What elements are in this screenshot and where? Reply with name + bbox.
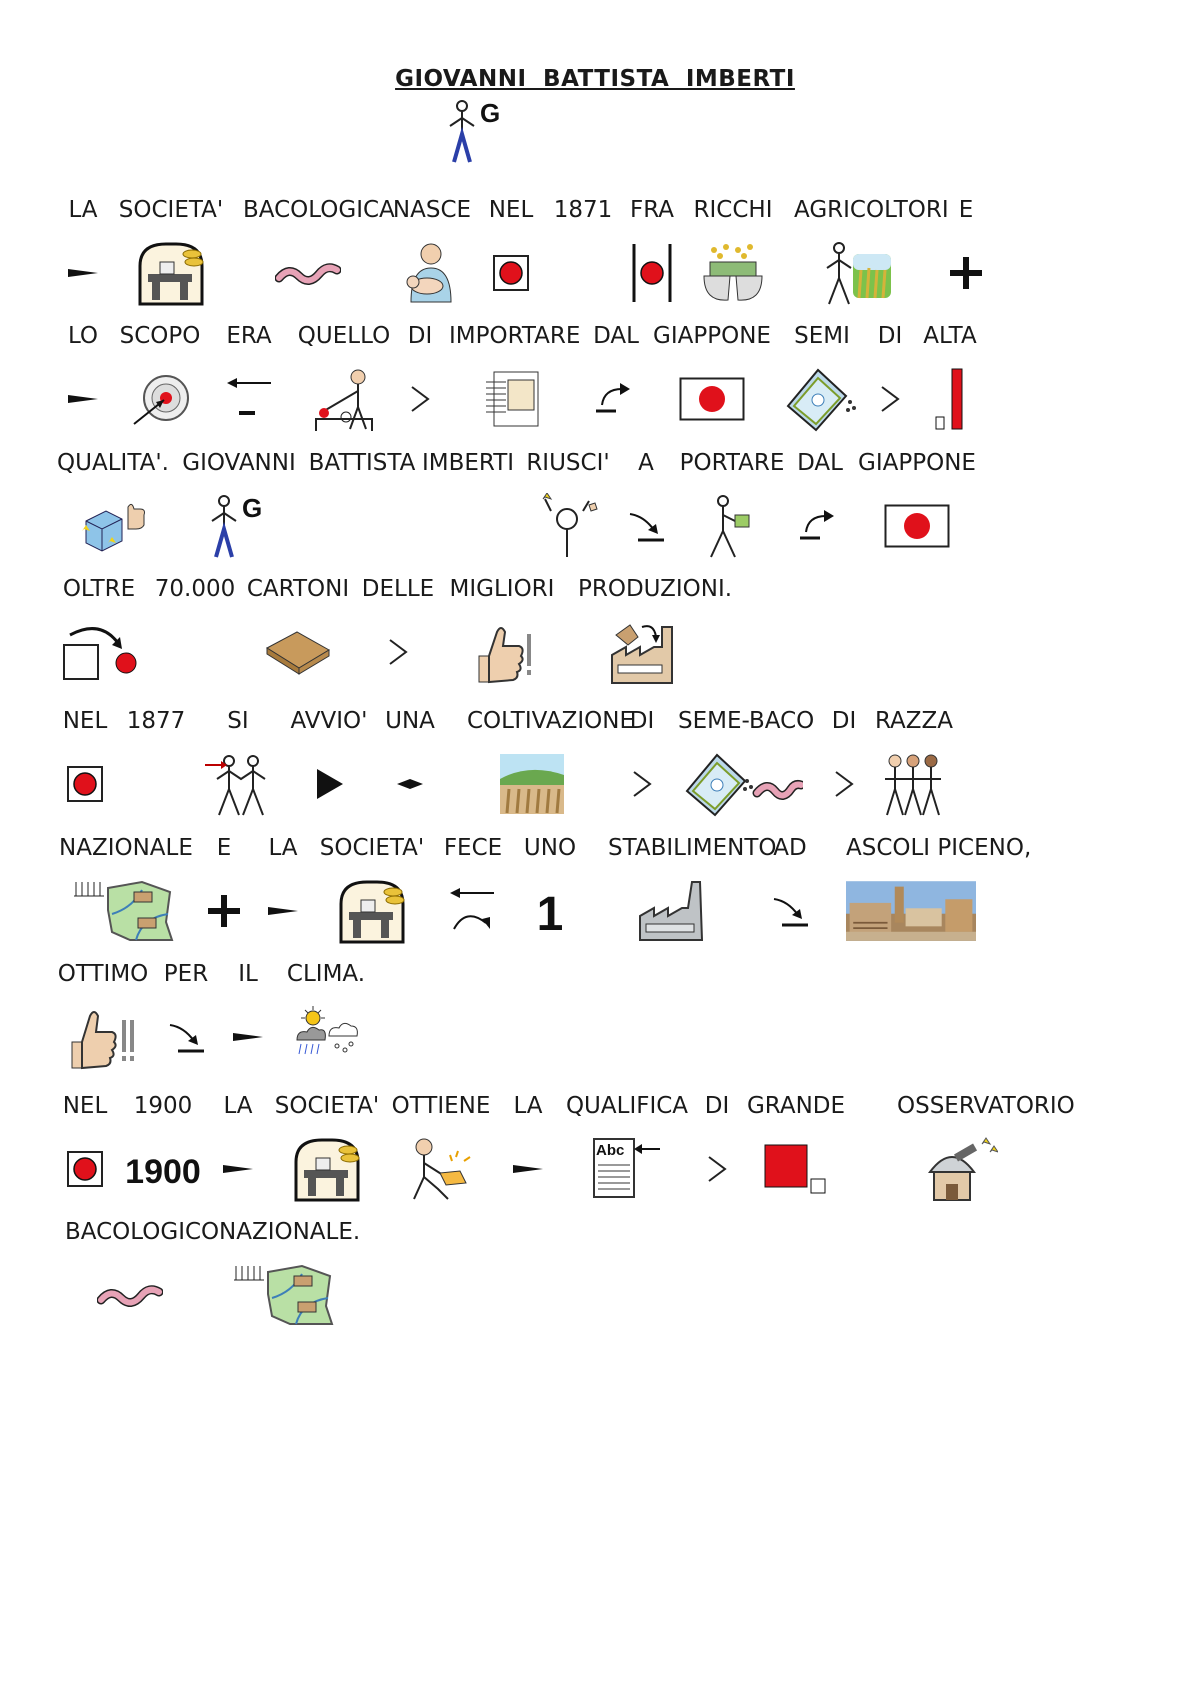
- word-label: LA: [513, 1093, 543, 1119]
- plus-icon: [901, 232, 1031, 314]
- symbol-word: [849, 707, 979, 825]
- word-label: NAZIONALE: [59, 835, 193, 861]
- word-label: 1900: [133, 1093, 193, 1119]
- symbol-word: [725, 834, 855, 952]
- people-group-icon: [849, 743, 979, 825]
- symbol-word: [897, 1092, 1075, 1210]
- word-label: QUALITA'.: [57, 450, 169, 476]
- symbol-word: [608, 834, 777, 952]
- word-label: LO: [67, 323, 99, 349]
- japan-flag-icon: [852, 485, 982, 567]
- word-label: DAL: [797, 450, 843, 476]
- word-label: SCOPO: [119, 323, 201, 349]
- word-label: IMPORTARE: [449, 323, 581, 349]
- word-label: RAZZA: [874, 708, 954, 734]
- word-label: GIAPPONE: [858, 450, 976, 476]
- word-label: NASCE: [392, 197, 472, 223]
- word-label: OLTRE: [62, 576, 136, 602]
- word-label: PRODUZIONI.: [578, 576, 733, 602]
- observatory-icon: [897, 1128, 1027, 1210]
- svg-text:1: 1: [536, 888, 564, 936]
- word-label: OSSERVATORIO: [897, 1093, 1075, 1119]
- word-label: UNA: [385, 708, 435, 734]
- word-label: DI: [831, 708, 857, 734]
- word-label: OTTIMO: [57, 961, 149, 987]
- big-square-icon: [731, 1128, 861, 1210]
- symbol-word: [668, 196, 798, 314]
- word-label: LA: [268, 835, 298, 861]
- person-g-letter: G: [480, 98, 501, 128]
- word-label: QUALIFICA: [565, 1093, 689, 1119]
- word-label: IL: [238, 961, 258, 987]
- word-label: SOCIETA': [274, 1093, 380, 1119]
- word-label: PER: [163, 961, 209, 987]
- word-label: RICCHI: [693, 197, 773, 223]
- word-label: SEME-BACO: [678, 708, 815, 734]
- symbol-word: [731, 1092, 861, 1210]
- symbol-word: [174, 449, 304, 567]
- symbol-word: [901, 196, 1031, 314]
- word-label: BATTISTA: [308, 450, 416, 476]
- word-label: MIGLIORI: [449, 576, 555, 602]
- word-label: AD: [773, 835, 807, 861]
- word-label: CARTONI: [246, 576, 350, 602]
- word-label: AVVIO': [290, 708, 368, 734]
- word-label: ALTA: [923, 323, 977, 349]
- article-diamond-icon: [345, 743, 475, 825]
- word-label: STABILIMENTO: [608, 835, 777, 861]
- word-label: GIOVANNI: [182, 450, 296, 476]
- word-label: QUELLO: [297, 323, 391, 349]
- society-icon: [106, 232, 236, 314]
- to-arrow-icon: [725, 870, 855, 952]
- symbol-word: [345, 707, 475, 825]
- word-label: UNO: [523, 835, 577, 861]
- silkworm-icon: [243, 232, 373, 314]
- word-label: GRANDE: [746, 1093, 846, 1119]
- word-label: BACOLOGICO: [65, 1219, 220, 1245]
- word-label: DI: [877, 323, 903, 349]
- word-label: SOCIETA': [319, 835, 425, 861]
- word-label: IMBERTI: [421, 450, 515, 476]
- word-label: SEMI: [794, 323, 850, 349]
- word-label: NAZIONALE.: [219, 1219, 361, 1245]
- person-g-icon: [174, 485, 304, 567]
- word-label: OTTIENE: [391, 1093, 491, 1119]
- symbol-word: [846, 834, 1032, 952]
- svg-text:1900: 1900: [125, 1153, 201, 1191]
- word-label: A: [638, 450, 654, 476]
- factory-icon: [608, 870, 738, 952]
- word-label: LA: [223, 1093, 253, 1119]
- word-label: PORTARE: [679, 450, 785, 476]
- symbol-word: [219, 1218, 361, 1336]
- symbol-word: [485, 834, 615, 952]
- rich-icon: [668, 232, 798, 314]
- word-label: AGRICOLTORI: [794, 197, 949, 223]
- symbol-word: [106, 196, 236, 314]
- weather-icon: [261, 996, 391, 1078]
- word-label: SOCIETA': [118, 197, 224, 223]
- word-label: DI: [629, 708, 655, 734]
- word-label: FRA: [629, 197, 674, 223]
- word-label: ERA: [226, 323, 272, 349]
- number-one-icon: [485, 870, 615, 952]
- society-icon: [262, 1128, 392, 1210]
- word-label: 70.000: [154, 576, 236, 602]
- word-label: RIUSCI': [526, 450, 610, 476]
- word-label: GIAPPONE: [653, 323, 771, 349]
- word-label: FECE: [443, 835, 503, 861]
- symbol-word: [437, 575, 567, 693]
- word-label: NEL: [62, 708, 108, 734]
- word-label: DI: [407, 323, 433, 349]
- symbol-word: [48, 449, 178, 567]
- word-label: NEL: [62, 1093, 108, 1119]
- quality-icon: [48, 485, 178, 567]
- word-label: COLTIVAZIONE: [467, 708, 635, 734]
- svg-text:Abc: Abc: [596, 1142, 625, 1159]
- symbol-word: [261, 960, 391, 1078]
- thumbs-up-icon: [437, 611, 567, 693]
- symbol-word: [243, 196, 395, 314]
- word-label: DI: [704, 1093, 730, 1119]
- word-label: E: [216, 835, 232, 861]
- city-photo-icon: [846, 870, 976, 952]
- person-g-letter: G: [242, 493, 263, 523]
- symbol-word: [65, 1218, 220, 1336]
- tall-bar-icon: [885, 358, 1015, 440]
- word-label: BACOLOGICA: [243, 197, 395, 223]
- symbol-word: [885, 322, 1015, 440]
- word-label: ASCOLI PICENO,: [846, 835, 1032, 861]
- symbol-word: [262, 1092, 392, 1210]
- word-label: LA: [68, 197, 98, 223]
- word-label: 1871: [553, 197, 613, 223]
- page-title: GIOVANNI BATTISTA IMBERTI: [395, 66, 795, 92]
- nation-map-icon: [219, 1254, 349, 1336]
- factory-production-icon: [578, 611, 708, 693]
- person-g-icon: [446, 98, 508, 168]
- word-label: CLIMA.: [286, 961, 366, 987]
- word-label: 1877: [126, 708, 186, 734]
- word-label: SI: [227, 708, 249, 734]
- symbol-word: [578, 575, 733, 693]
- word-label: DELLE: [361, 576, 435, 602]
- silkworm-icon: [65, 1254, 195, 1336]
- word-label: NEL: [488, 197, 534, 223]
- word-label: E: [958, 197, 974, 223]
- symbol-word: [852, 449, 982, 567]
- word-label: DAL: [593, 323, 639, 349]
